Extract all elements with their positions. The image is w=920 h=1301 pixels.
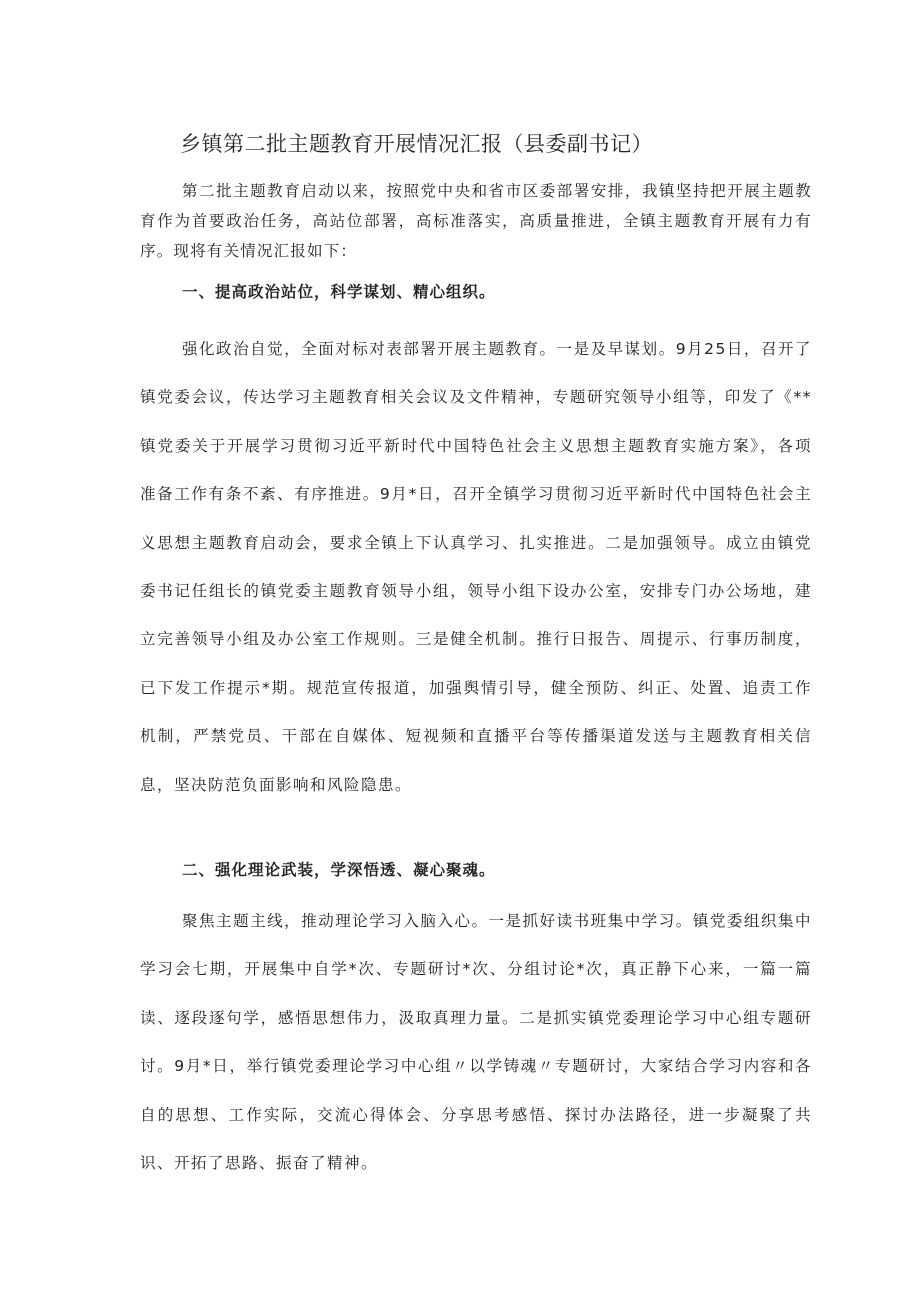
intro-paragraph: 第二批主题教育启动以来，按照党中央和省市区委部署安排，我镇坚持把开展主题教育作为首要政治任务，高站位部署，高标准落实，高质量推进，全镇主题教育开展有力有序。现将有关情况汇报如下： bbox=[140, 182, 812, 260]
section-heading-2: 二、强化理论武装，学深悟透、凝心聚魂。 bbox=[182, 861, 496, 879]
section-body-2: 聚焦主题主线，推动理论学习入脑入心。一是抓好读书班集中学习。镇党委组织集中学习会七期，开展集中自学*次、专题研讨*次、分组讨论*次，真正静下心来，一篇一篇读、逐段逐句学，感悟思想伟力，汲取真理力量。二是抓实镇党委理论学习中心组专题研讨。9月*日，举行镇党委理论学习中心组〃以学铸魂〃专题研讨，大家结合学习内容和各自的思想、工作实际，交流心得体会、分享思考感悟、探讨办法路径，进一步凝聚了共识、开拓了思路、振奋了精神。 bbox=[140, 912, 812, 1173]
section-heading-1: 一、提高政治站位，科学谋划、精心组织。 bbox=[182, 283, 496, 301]
document-title: 乡镇第二批主题教育开展情况汇报（县委副书记） bbox=[180, 132, 653, 156]
section-body-1: 强化政治自觉，全面对标对表部署开展主题教育。一是及早谋划。9月25日，召开了镇党委会议，传达学习主题教育相关会议及文件精神，专题研究领导小组等，印发了《**镇党委关于开展学习贯彻习近平新时代中国特色社会主义思想主题教育实施方案》，各项准备工作有条不紊、有序推进。9月*日，召开全镇学习贯彻习近平新时代中国特色社会主义思想主题教育启动会，要求全镇上下认真学习、扎实推进。二是加强领导。成立由镇党委书记任组长的镇党委主题教育领导小组，领导小组下设办公室，安排专门办公场地，建立完善领导小组及办公室工作规则。三是健全机制。推行日报告、周提示、行事历制度，已下发工作提示*期。规范宣传报道，加强舆情引导，健全预防、纠正、处置、追责工作机制，严禁党员、干部在自媒体、短视频和直播平台等传播渠道发送与主题教育相关信息，坚决防范负面影响和风险隐患。 bbox=[140, 340, 812, 794]
